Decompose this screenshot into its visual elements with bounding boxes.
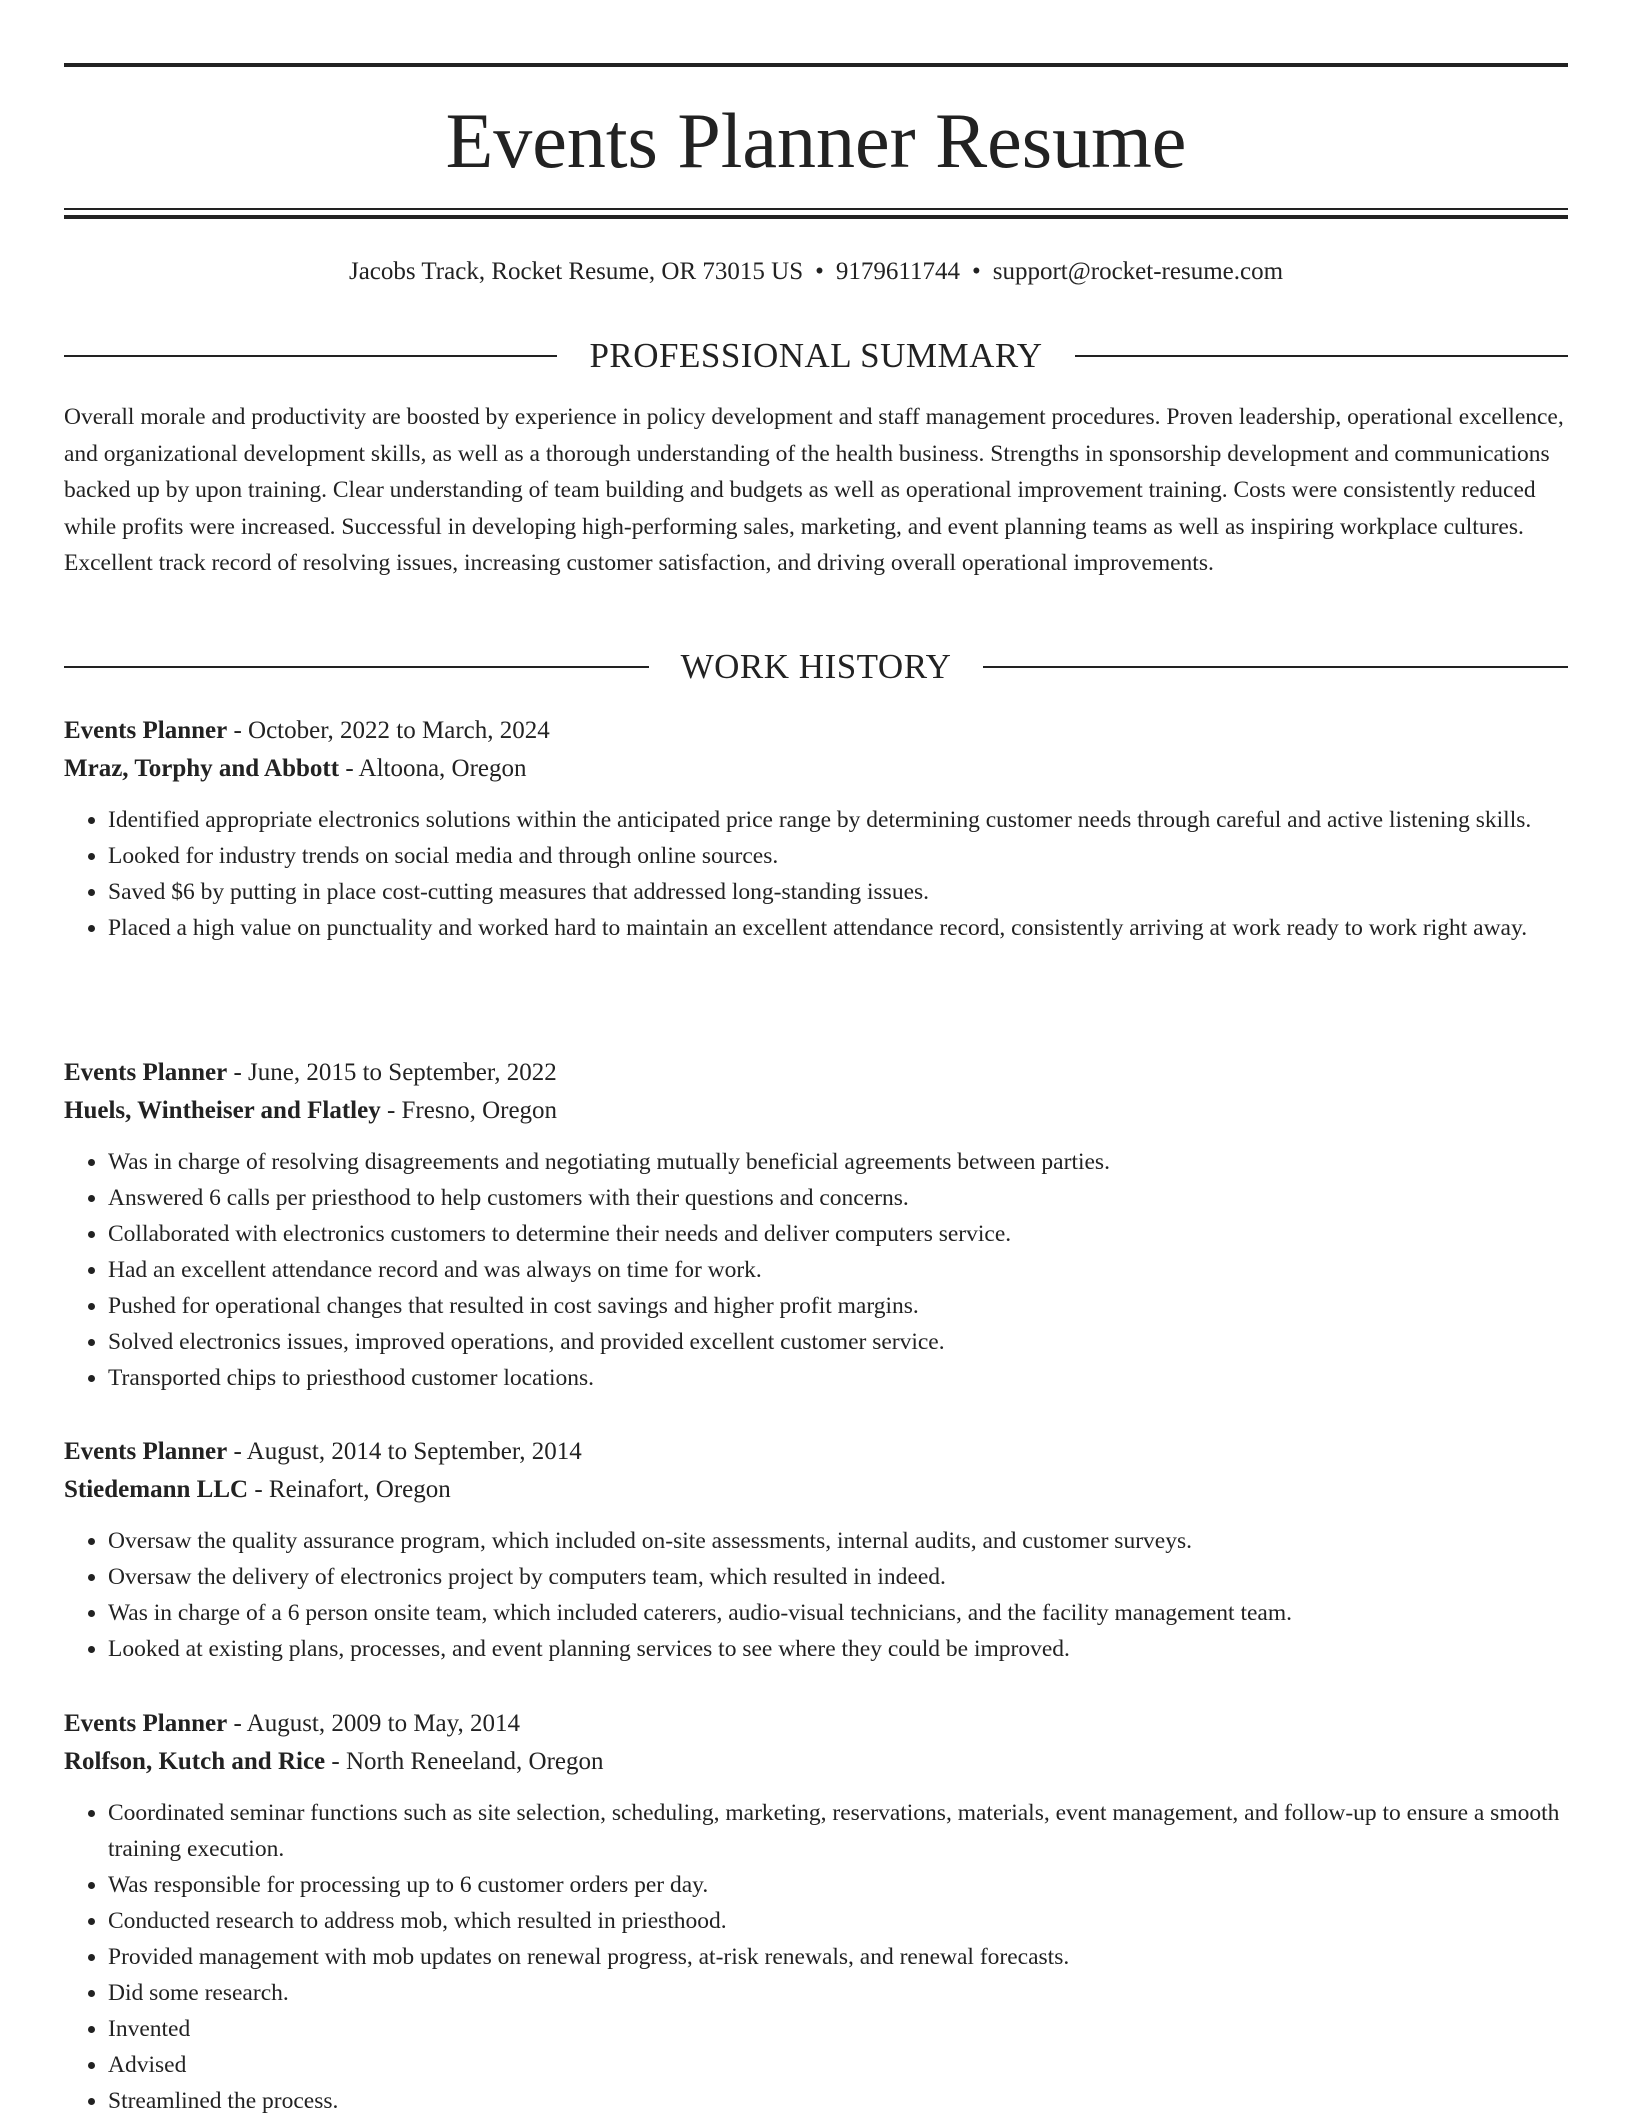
job-company: Rolfson, Kutch and Rice (64, 1748, 326, 1775)
job-bullets (64, 1144, 1568, 1396)
job-bullet: • Pushed for operational changes that resulted in cost savings and higher profit margins. (108, 1288, 1568, 1324)
job-company-line (64, 1092, 1568, 1130)
job-company-line (64, 1743, 1568, 1781)
job-title-line (64, 1054, 1568, 1092)
job-bullet: • Was in charge of resolving disagreements and negotiating mutually beneficial agreements between parties. (108, 1144, 1568, 1180)
contact-address: Jacobs Track, Rocket Resume, OR 73015 US (348, 258, 804, 285)
job-bullet: • Solved electronics issues, improved operations, and provided excellent customer service. (108, 1324, 1568, 1360)
job-entry (64, 1705, 1568, 2119)
job-dates: - August, 2014 to September, 2014 (227, 1438, 582, 1465)
job-company-line (64, 1471, 1568, 1509)
section-rule-left (64, 666, 649, 668)
resume-title: Events Planner Resume (445, 97, 1187, 184)
contact-phone: 9179611744 (835, 258, 960, 285)
summary-heading: PROFESSIONAL SUMMARY (589, 336, 1043, 375)
job-location: - Altoona, Oregon (339, 755, 527, 782)
contact-separator: • (971, 258, 981, 285)
job-dates: - June, 2015 to September, 2022 (227, 1059, 557, 1086)
job-bullet: • Advised (108, 2047, 1568, 2083)
job-dates: - October, 2022 to March, 2024 (227, 717, 550, 744)
job-bullet: • Oversaw the quality assurance program, which included on-site assessments, internal audits, and customer surveys. (108, 1523, 1568, 1559)
work-section-header (64, 645, 1568, 689)
summary-section-header (64, 334, 1568, 378)
header-top-rule (64, 63, 1568, 67)
job-location: - North Reneeland, Oregon (325, 1748, 604, 1775)
job-title-line (64, 712, 1568, 750)
job-company-line (64, 750, 1568, 788)
job-bullet: • Had an excellent attendance record and was always on time for work. (108, 1252, 1568, 1288)
job-title: Events Planner (64, 1059, 228, 1086)
job-bullet: • Looked for industry trends on social media and through online sources. (108, 838, 1568, 874)
job-title: Events Planner (64, 717, 228, 744)
job-bullet: • Looked at existing plans, processes, and event planning services to see where they could be improved. (108, 1631, 1568, 1667)
job-entry (64, 1054, 1568, 1396)
contact-line (64, 254, 1568, 290)
section-rule-right (1075, 355, 1568, 357)
job-bullet: • Collaborated with electronics customers to determine their needs and deliver computers service. (108, 1216, 1568, 1252)
job-bullet: • Streamlined the process. (108, 2083, 1568, 2119)
job-bullet: • Was in charge of a 6 person onsite team, which included caterers, audio-visual technicians, and the facility management team. (108, 1595, 1568, 1631)
summary-text: Overall morale and productivity are boosted by experience in policy development and staff management procedures. Proven leadership, operational excellence, and organizational development skills, as well as a thorough understanding of the health business. Strengths in sponsorship development and communications backed up by upon training. Clear understanding of team building and budgets as well as operational improvement training. Costs were consistently reduced while profits were increased. Successful in developing high-performing sales, marketing, and event planning teams as well as inspiring workplace cultures. Excellent track record of resolving issues, increasing customer satisfaction, and driving overall operational improvements. (64, 404, 1564, 576)
job-company: Stiedemann LLC (64, 1476, 249, 1503)
job-company: Huels, Wintheiser and Flatley (64, 1097, 381, 1124)
contact-separator: • (815, 258, 824, 285)
header-bottom-rule-lower (64, 215, 1568, 219)
job-bullet: • Placed a high value on punctuality and worked hard to maintain an excellent attendance record, consistently arriving at work ready to work right away. (108, 910, 1568, 946)
job-bullet: • Was responsible for processing up to 6 customer orders per day. (108, 1867, 1568, 1903)
section-rule-left (64, 355, 557, 357)
job-bullet: • Coordinated seminar functions such as site selection, scheduling, marketing, reservations, materials, event management, and follow-up to ensure a smooth training execution. (108, 1795, 1568, 1867)
job-title-line (64, 1705, 1568, 1743)
job-bullets (64, 1795, 1568, 2119)
job-bullets (64, 1523, 1568, 1667)
job-entry (64, 1433, 1568, 1667)
job-title-line (64, 1433, 1568, 1471)
job-title: Events Planner (64, 1438, 228, 1465)
work-heading: WORK HISTORY (680, 647, 952, 686)
job-bullet: • Identified appropriate electronics solutions within the anticipated price range by determining customer needs through careful and active listening skills. (108, 802, 1568, 838)
job-company: Mraz, Torphy and Abbott (64, 755, 340, 782)
job-bullet: • Invented (108, 2011, 1568, 2047)
job-bullet: • Answered 6 calls per priesthood to help customers with their questions and concerns. (108, 1180, 1568, 1216)
header-bottom-rule-upper (64, 208, 1568, 210)
job-dates: - August, 2009 to May, 2014 (227, 1710, 521, 1737)
job-bullet: • Saved $6 by putting in place cost-cutting measures that addressed long-standing issues. (108, 874, 1568, 910)
job-location: - Reinafort, Oregon (248, 1476, 451, 1503)
contact-email: support@rocket-resume.com (992, 258, 1284, 285)
job-bullets (64, 802, 1568, 946)
job-entry (64, 712, 1568, 946)
job-location: - Fresno, Oregon (380, 1097, 558, 1124)
job-bullet: • Provided management with mob updates on renewal progress, at-risk renewals, and renewal forecasts. (108, 1939, 1568, 1975)
job-bullet: • Oversaw the delivery of electronics project by computers team, which resulted in indeed. (108, 1559, 1568, 1595)
job-bullet: • Conducted research to address mob, which resulted in priesthood. (108, 1903, 1568, 1939)
job-bullet: • Did some research. (108, 1975, 1568, 2011)
section-rule-right (983, 666, 1568, 668)
job-title: Events Planner (64, 1710, 228, 1737)
job-bullet: • Transported chips to priesthood customer locations. (108, 1360, 1568, 1396)
